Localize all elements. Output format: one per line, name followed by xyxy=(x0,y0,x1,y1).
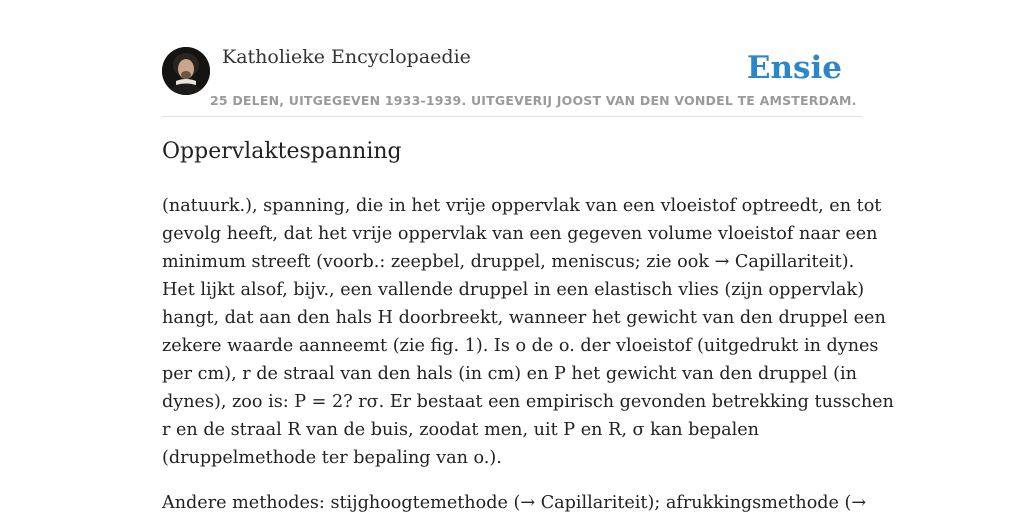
text-line: zekere waarde aanneemt (zie fig. 1). Is o de o. der vloeistof (uitgedrukt in dynes xyxy=(162,336,879,356)
portrait-icon xyxy=(162,47,210,95)
book-title[interactable]: Katholieke Encyclopaedie xyxy=(222,46,471,68)
portrait-avatar[interactable] xyxy=(162,47,210,95)
text-line: Andere methodes: stijghoogtemethode (→ Capillariteit); afrukkingsmethode (→ xyxy=(162,493,867,512)
text-line: (natuurk.), spanning, die in het vrije oppervlak van een vloeistof optreedt, en tot xyxy=(162,196,882,216)
text-line: (druppelmethode ter bepaling van o.). xyxy=(162,448,502,468)
text-line: per cm), r de straal van den hals (in cm) en P het gewicht van den druppel (in xyxy=(162,364,857,384)
brand-logo-link[interactable]: Ensie xyxy=(746,50,842,86)
text-line: gevolg heeft, dat het vrije oppervlak van een gegeven volume vloeistof naar een xyxy=(162,224,878,244)
text-line: hangt, dat aan den hals H doorbreekt, wanneer het gewicht van den druppel een xyxy=(162,308,886,328)
text-line: dynes), zoo is: P = 2? rσ. Er bestaat een empirisch gevonden betrekking tusschen xyxy=(162,392,894,412)
text-line: r en de straal R van de buis, zoodat men, uit P en R, σ kan bepalen xyxy=(162,420,759,440)
text-line: Het lijkt alsof, bijv., een vallende druppel in een elastisch vlies (zijn oppervlak) xyxy=(162,280,865,300)
paragraph-2 xyxy=(162,489,867,512)
text-line: minimum streeft (voorb.: zeepbel, druppel, meniscus; zie ook → Capillariteit). xyxy=(162,252,855,272)
book-subtitle: 25 DELEN, UITGEGEVEN 1933-1939. UITGEVERIJ JOOST VAN DEN VONDEL TE AMSTERDAM. xyxy=(210,93,857,108)
site-header xyxy=(162,44,862,117)
article-title: Oppervlaktespanning xyxy=(162,139,402,164)
article-body xyxy=(162,192,894,512)
paragraph-1 xyxy=(162,192,894,472)
